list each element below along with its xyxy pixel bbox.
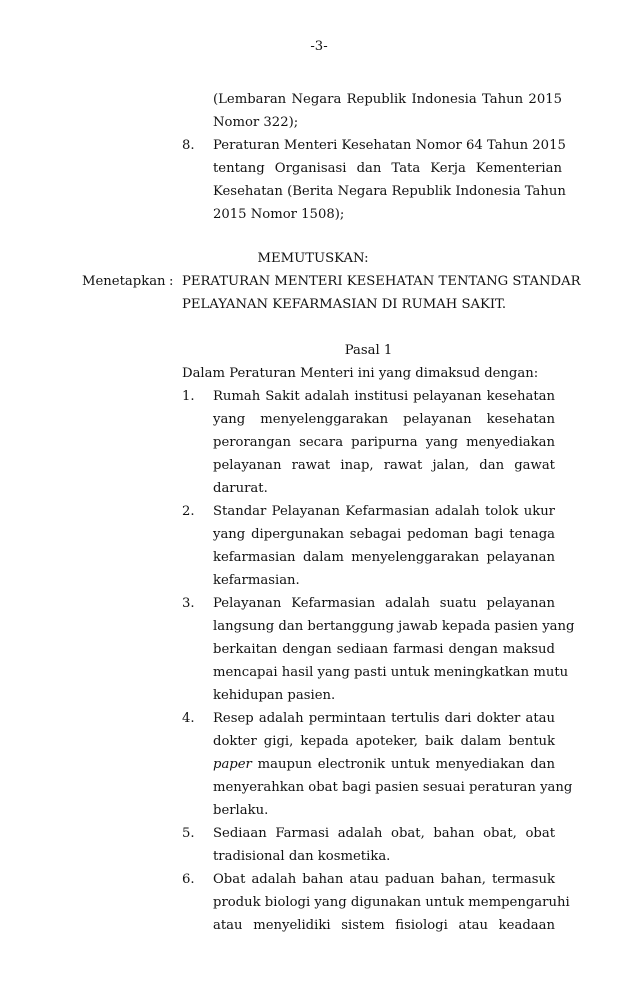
def-3-line-2: langsung dan bertanggung jawab kepada pasien yang: [213, 619, 575, 634]
def-4-line-2: dokter gigi, kepada apoteker, baik dalam bentuk: [213, 734, 555, 749]
def-3-line-5: kehidupan pasien.: [213, 688, 336, 703]
article-intro: Dalam Peraturan Menteri ini yang dimaksud dengan:: [182, 366, 539, 381]
considering-tail-line-1: (Lembaran Negara Republik Indonesia Tahun 2015: [213, 92, 562, 107]
determination-line-1: PERATURAN MENTERI KESEHATAN TENTANG STANDAR: [182, 274, 581, 289]
item-8-line-1: Peraturan Menteri Kesehatan Nomor 64 Tahun 2015: [213, 138, 566, 153]
article-title: Pasal 1: [344, 343, 393, 358]
def-6-line-1: Obat adalah bahan atau paduan bahan, termasuk: [213, 872, 555, 887]
def-1-line-2: yang menyelenggarakan pelayanan kesehatan: [213, 412, 555, 427]
def-2-line-3: kefarmasian dalam menyelenggarakan pelayanan: [213, 550, 555, 565]
item-8-line-4: 2015 Nomor 1508);: [213, 207, 345, 222]
def-4-line-3: [213, 755, 555, 775]
def-1-line-4: pelayanan rawat inap, rawat jalan, dan gawat: [213, 458, 555, 473]
def-5-line-2: tradisional dan kosmetika.: [213, 849, 391, 864]
def-1-line-5: darurat.: [213, 481, 268, 496]
determination-label: Menetapkan: [82, 274, 166, 289]
def-2-line-4: kefarmasian.: [213, 573, 300, 588]
decision-heading: MEMUTUSKAN:: [257, 251, 369, 266]
def-3-number: 3.: [182, 596, 195, 611]
def-4-line-4: menyerahkan obat bagi pasien sesuai peraturan yang: [213, 780, 573, 795]
def-2-number: 2.: [182, 504, 195, 519]
def-2-line-2: yang dipergunakan sebagai pedoman bagi tenaga: [213, 527, 555, 542]
determination-colon: :: [169, 274, 174, 289]
def-6-line-2: produk biologi yang digunakan untuk mempengaruhi: [213, 895, 570, 910]
def-2-line-1: Standar Pelayanan Kefarmasian adalah tolok ukur: [213, 504, 555, 519]
item-8-line-3: Kesehatan (Berita Negara Republik Indonesia Tahun: [213, 184, 566, 199]
def-6-number: 6.: [182, 872, 195, 887]
def-4-line-5: berlaku.: [213, 803, 269, 818]
item-8-line-2: tentang Organisasi dan Tata Kerja Kementerian: [213, 161, 562, 176]
def-5-line-1: Sediaan Farmasi adalah obat, bahan obat, obat: [213, 826, 555, 841]
def-1-line-3: perorangan secara paripurna yang menyediakan: [213, 435, 555, 450]
def-5-number: 5.: [182, 826, 195, 841]
determination-line-2: PELAYANAN KEFARMASIAN DI RUMAH SAKIT.: [182, 297, 507, 312]
def-4-italic-word: paper: [213, 757, 252, 772]
item-8-number: 8.: [182, 138, 195, 153]
def-6-line-3: atau menyelidiki sistem fisiologi atau keadaan: [213, 918, 555, 933]
def-4-line-3-text: maupun electronik untuk menyediakan dan: [257, 757, 555, 772]
considering-tail-line-2: Nomor 322);: [213, 115, 299, 130]
def-3-line-3: berkaitan dengan sediaan farmasi dengan maksud: [213, 642, 555, 657]
def-4-line-1: Resep adalah permintaan tertulis dari dokter atau: [213, 711, 555, 726]
def-4-number: 4.: [182, 711, 195, 726]
def-1-line-1: Rumah Sakit adalah institusi pelayanan kesehatan: [213, 389, 555, 404]
page-number: -3-: [310, 39, 328, 54]
def-1-number: 1.: [182, 389, 195, 404]
def-3-line-4: mencapai hasil yang pasti untuk meningkatkan mutu: [213, 665, 569, 680]
def-3-line-1: Pelayanan Kefarmasian adalah suatu pelayanan: [213, 596, 555, 611]
